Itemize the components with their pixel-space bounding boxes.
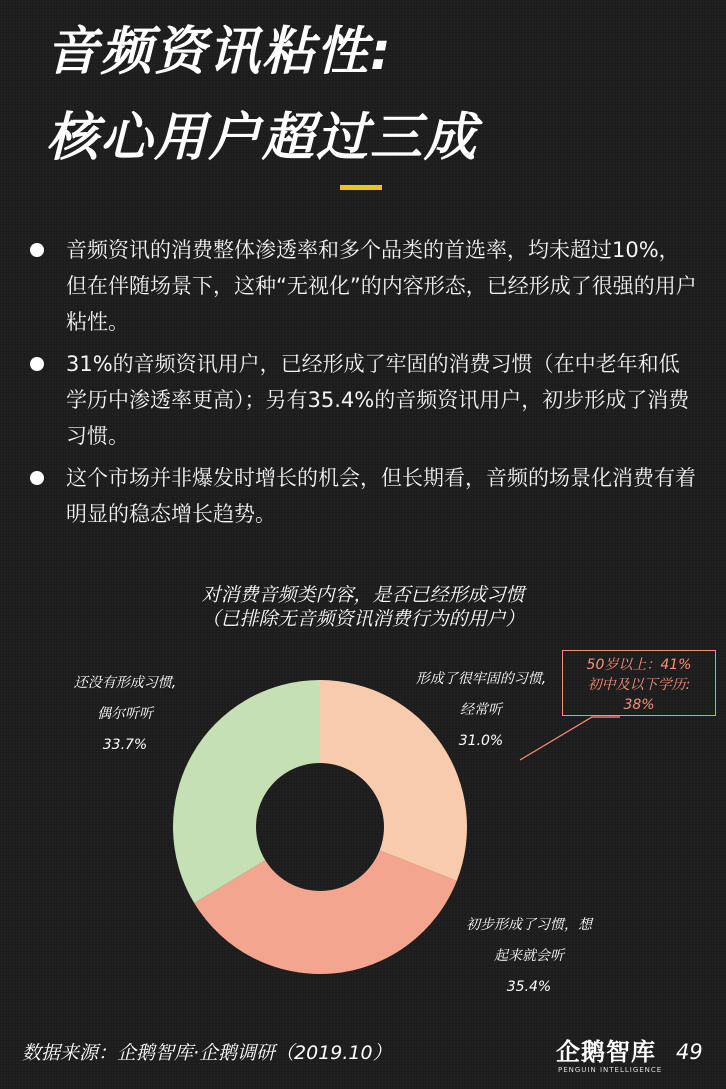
slice-label-strong-habit <box>396 664 566 757</box>
slice-value-label: 33.7% <box>102 737 148 753</box>
chart-subtitle: （已排除无音频资讯消费行为的用户） <box>201 608 525 630</box>
bullet-text: 音频资讯的消费整体渗透率和多个品类的首选率，均未超过10%，但在伴随场景下，这种“无视化”的内容形态，已经形成了很强的用户粘性。 <box>66 238 697 334</box>
page-title-line1: 音频资讯粘性: <box>46 22 393 82</box>
slice-label-line: 经常听 <box>460 702 502 718</box>
slice-value-label: 35.4% <box>506 979 552 995</box>
logo <box>556 1032 666 1078</box>
bullet-text: 31%的音频资讯用户，已经形成了牢固的消费习惯（在中老年和低学历中渗透率更高）；另有35.4%的音频资讯用户，初步形成了消费习惯。 <box>66 352 690 448</box>
slice-label-line: 还没有形成习惯, <box>73 675 177 691</box>
slice-label-line: 初步形成了习惯，想 <box>466 917 592 933</box>
slice-label-line: 偶尔听听 <box>97 706 153 722</box>
chart-title: 对消费音频类内容，是否已经形成习惯 <box>201 584 525 606</box>
slice-label-line: 起来就会听 <box>494 948 564 964</box>
callout-line: 初中及以下学历: <box>587 677 691 693</box>
slice-value-label: 31.0% <box>458 733 504 749</box>
logo-subtext: PENGUIN INTELLIGENCE <box>558 1066 663 1074</box>
slice-label-not-habit <box>40 668 210 761</box>
bullet-text: 这个市场并非爆发时增长的机会，但长期看，音频的场景化消费有着明显的稳态增长趋势。 <box>66 466 696 526</box>
slice-label-line: 形成了很牢固的习惯, <box>415 671 547 687</box>
data-source: 数据来源：企鹅智库·企鹅调研（2019.10） <box>22 1042 392 1064</box>
callout-box <box>562 650 716 716</box>
callout-line: 50岁以上：41% <box>586 657 692 673</box>
page-number: 49 <box>676 1040 703 1064</box>
logo-text: 企鹅智库 <box>556 1038 656 1066</box>
slice-label-initial-habit <box>444 910 614 1003</box>
callout-line: 38% <box>623 697 655 713</box>
page-title-line2: 核心用户超过三成 <box>46 108 479 168</box>
